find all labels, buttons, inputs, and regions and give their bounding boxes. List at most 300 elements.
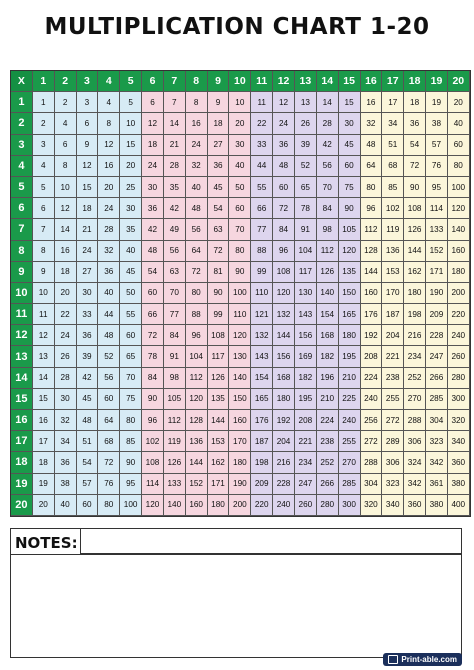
product-cell: 39 — [295, 135, 317, 156]
product-cell: 60 — [448, 135, 470, 156]
row-header: 13 — [11, 346, 33, 367]
row-header: 15 — [11, 389, 33, 410]
product-cell: 120 — [229, 325, 251, 346]
product-cell: 22 — [251, 113, 273, 134]
product-cell: 136 — [382, 241, 404, 262]
product-cell: 360 — [448, 452, 470, 473]
product-cell: 128 — [361, 241, 383, 262]
product-cell: 17 — [33, 431, 55, 452]
product-cell: 34 — [55, 431, 77, 452]
product-cell: 144 — [361, 262, 383, 283]
product-cell: 4 — [33, 156, 55, 177]
product-cell: 24 — [142, 156, 164, 177]
product-cell: 112 — [164, 410, 186, 431]
product-cell: 16 — [33, 410, 55, 431]
row-header: 8 — [11, 241, 33, 262]
product-cell: 153 — [382, 262, 404, 283]
product-cell: 266 — [317, 474, 339, 495]
product-cell: 72 — [404, 156, 426, 177]
row-header: 3 — [11, 135, 33, 156]
product-cell: 152 — [426, 241, 448, 262]
product-cell: 70 — [317, 177, 339, 198]
product-cell: 13 — [295, 92, 317, 113]
product-cell: 180 — [448, 262, 470, 283]
product-cell: 195 — [295, 389, 317, 410]
page-title: MULTIPLICATION CHART 1-20 — [44, 14, 430, 40]
product-cell: 14 — [164, 113, 186, 134]
product-cell: 28 — [98, 219, 120, 240]
product-cell: 195 — [339, 346, 361, 367]
product-cell: 247 — [426, 346, 448, 367]
product-cell: 117 — [295, 262, 317, 283]
product-cell: 320 — [361, 495, 383, 516]
product-cell: 160 — [186, 495, 208, 516]
product-cell: 204 — [273, 431, 295, 452]
product-cell: 80 — [448, 156, 470, 177]
product-cell: 135 — [339, 262, 361, 283]
product-cell: 48 — [186, 198, 208, 219]
product-cell: 9 — [33, 262, 55, 283]
product-cell: 154 — [251, 368, 273, 389]
product-cell: 98 — [164, 368, 186, 389]
column-header: 18 — [404, 71, 426, 92]
product-cell: 54 — [404, 135, 426, 156]
product-cell: 320 — [448, 410, 470, 431]
product-cell: 50 — [229, 177, 251, 198]
product-cell: 36 — [142, 198, 164, 219]
product-cell: 57 — [77, 474, 99, 495]
product-cell: 70 — [229, 219, 251, 240]
product-cell: 45 — [77, 389, 99, 410]
product-cell: 49 — [164, 219, 186, 240]
product-cell: 63 — [208, 219, 230, 240]
product-cell: 150 — [229, 389, 251, 410]
product-cell: 120 — [339, 241, 361, 262]
product-cell: 234 — [404, 346, 426, 367]
product-cell: 119 — [164, 431, 186, 452]
product-cell: 38 — [55, 474, 77, 495]
product-cell: 272 — [382, 410, 404, 431]
row-header: 4 — [11, 156, 33, 177]
product-cell: 126 — [404, 219, 426, 240]
product-cell: 72 — [142, 325, 164, 346]
product-cell: 42 — [77, 368, 99, 389]
product-cell: 210 — [339, 368, 361, 389]
product-cell: 105 — [339, 219, 361, 240]
product-cell: 104 — [186, 346, 208, 367]
product-cell: 40 — [55, 495, 77, 516]
product-cell: 156 — [295, 325, 317, 346]
product-cell: 255 — [339, 431, 361, 452]
product-cell: 84 — [142, 368, 164, 389]
product-cell: 180 — [229, 452, 251, 473]
product-cell: 180 — [273, 389, 295, 410]
product-cell: 187 — [382, 304, 404, 325]
product-cell: 126 — [208, 368, 230, 389]
product-cell: 12 — [55, 198, 77, 219]
product-cell: 133 — [164, 474, 186, 495]
product-cell: 36 — [208, 156, 230, 177]
printer-icon — [388, 655, 398, 664]
product-cell: 90 — [339, 198, 361, 219]
product-cell: 152 — [186, 474, 208, 495]
product-cell: 196 — [317, 368, 339, 389]
product-cell: 108 — [142, 452, 164, 473]
corner-cell: X — [11, 71, 33, 92]
product-cell: 30 — [339, 113, 361, 134]
product-cell: 11 — [33, 304, 55, 325]
product-cell: 51 — [382, 135, 404, 156]
product-cell: 96 — [361, 198, 383, 219]
product-cell: 228 — [426, 325, 448, 346]
row-header: 11 — [11, 304, 33, 325]
product-cell: 45 — [339, 135, 361, 156]
product-cell: 78 — [142, 346, 164, 367]
row-header: 17 — [11, 431, 33, 452]
product-cell: 300 — [448, 389, 470, 410]
product-cell: 323 — [426, 431, 448, 452]
product-cell: 114 — [142, 474, 164, 495]
product-cell: 70 — [120, 368, 142, 389]
product-cell: 200 — [229, 495, 251, 516]
product-cell: 8 — [186, 92, 208, 113]
product-cell: 209 — [251, 474, 273, 495]
product-cell: 95 — [426, 177, 448, 198]
column-header: 8 — [186, 71, 208, 92]
product-cell: 44 — [251, 156, 273, 177]
product-cell: 76 — [426, 156, 448, 177]
product-cell: 300 — [339, 495, 361, 516]
product-cell: 70 — [164, 283, 186, 304]
product-cell: 42 — [317, 135, 339, 156]
product-cell: 360 — [404, 495, 426, 516]
product-cell: 160 — [229, 410, 251, 431]
product-cell: 285 — [426, 389, 448, 410]
product-cell: 162 — [208, 452, 230, 473]
row-header: 18 — [11, 452, 33, 473]
notes-header-field[interactable] — [80, 528, 462, 554]
product-cell: 255 — [382, 389, 404, 410]
product-cell: 52 — [98, 346, 120, 367]
product-cell: 121 — [251, 304, 273, 325]
product-cell: 18 — [208, 113, 230, 134]
product-cell: 361 — [426, 474, 448, 495]
product-cell: 288 — [361, 452, 383, 473]
product-cell: 171 — [426, 262, 448, 283]
product-cell: 130 — [229, 346, 251, 367]
product-cell: 108 — [404, 198, 426, 219]
product-cell: 12 — [273, 92, 295, 113]
product-cell: 36 — [77, 325, 99, 346]
product-cell: 266 — [426, 368, 448, 389]
product-cell: 81 — [208, 262, 230, 283]
product-cell: 55 — [120, 304, 142, 325]
column-header: 19 — [426, 71, 448, 92]
product-cell: 24 — [98, 198, 120, 219]
product-cell: 4 — [55, 113, 77, 134]
product-cell: 90 — [120, 452, 142, 473]
column-header: 10 — [229, 71, 251, 92]
row-header: 1 — [11, 92, 33, 113]
product-cell: 77 — [251, 219, 273, 240]
product-cell: 20 — [98, 177, 120, 198]
product-cell: 117 — [208, 346, 230, 367]
product-cell: 170 — [382, 283, 404, 304]
product-cell: 22 — [55, 304, 77, 325]
product-cell: 90 — [208, 283, 230, 304]
product-cell: 156 — [273, 346, 295, 367]
product-cell: 72 — [98, 452, 120, 473]
product-cell: 90 — [142, 389, 164, 410]
product-cell: 25 — [120, 177, 142, 198]
column-header: 17 — [382, 71, 404, 92]
product-cell: 50 — [120, 283, 142, 304]
product-cell: 68 — [382, 156, 404, 177]
product-cell: 208 — [295, 410, 317, 431]
product-cell: 15 — [33, 389, 55, 410]
product-cell: 84 — [164, 325, 186, 346]
product-cell: 238 — [382, 368, 404, 389]
multiplication-grid — [10, 70, 471, 517]
product-cell: 143 — [295, 304, 317, 325]
product-cell: 182 — [317, 346, 339, 367]
product-cell: 252 — [404, 368, 426, 389]
product-cell: 72 — [208, 241, 230, 262]
column-header: 14 — [317, 71, 339, 92]
product-cell: 26 — [55, 346, 77, 367]
product-cell: 119 — [382, 219, 404, 240]
product-cell: 3 — [33, 135, 55, 156]
product-cell: 21 — [164, 135, 186, 156]
product-cell: 240 — [273, 495, 295, 516]
product-cell: 120 — [142, 495, 164, 516]
product-cell: 224 — [317, 410, 339, 431]
product-cell: 56 — [164, 241, 186, 262]
product-cell: 14 — [55, 219, 77, 240]
product-cell: 144 — [208, 410, 230, 431]
product-cell: 270 — [339, 452, 361, 473]
product-cell: 56 — [317, 156, 339, 177]
product-cell: 28 — [317, 113, 339, 134]
product-cell: 340 — [382, 495, 404, 516]
product-cell: 44 — [98, 304, 120, 325]
product-cell: 65 — [120, 346, 142, 367]
product-cell: 26 — [295, 113, 317, 134]
product-cell: 95 — [120, 474, 142, 495]
product-cell: 272 — [361, 431, 383, 452]
column-header: 3 — [77, 71, 99, 92]
product-cell: 80 — [229, 241, 251, 262]
row-header: 2 — [11, 113, 33, 134]
product-cell: 14 — [317, 92, 339, 113]
product-cell: 162 — [404, 262, 426, 283]
product-cell: 7 — [164, 92, 186, 113]
product-cell: 30 — [55, 389, 77, 410]
product-cell: 57 — [426, 135, 448, 156]
column-header: 1 — [33, 71, 55, 92]
column-header: 20 — [448, 71, 470, 92]
product-cell: 2 — [33, 113, 55, 134]
product-cell: 144 — [273, 325, 295, 346]
product-cell: 180 — [339, 325, 361, 346]
product-cell: 40 — [448, 113, 470, 134]
product-cell: 1 — [33, 92, 55, 113]
product-cell: 100 — [448, 177, 470, 198]
product-cell: 112 — [317, 241, 339, 262]
product-cell: 171 — [208, 474, 230, 495]
product-cell: 32 — [55, 410, 77, 431]
product-cell: 91 — [295, 219, 317, 240]
product-cell: 6 — [33, 198, 55, 219]
product-cell: 15 — [77, 177, 99, 198]
product-cell: 289 — [382, 431, 404, 452]
product-cell: 120 — [186, 389, 208, 410]
product-cell: 34 — [382, 113, 404, 134]
product-cell: 96 — [142, 410, 164, 431]
product-cell: 198 — [251, 452, 273, 473]
product-cell: 9 — [208, 92, 230, 113]
product-cell: 210 — [317, 389, 339, 410]
product-cell: 54 — [208, 198, 230, 219]
product-cell: 33 — [77, 304, 99, 325]
column-header: 13 — [295, 71, 317, 92]
product-cell: 144 — [404, 241, 426, 262]
product-cell: 136 — [186, 431, 208, 452]
product-cell: 12 — [77, 156, 99, 177]
product-cell: 65 — [295, 177, 317, 198]
product-cell: 28 — [55, 368, 77, 389]
product-cell: 40 — [229, 156, 251, 177]
row-header: 19 — [11, 474, 33, 495]
product-cell: 99 — [208, 304, 230, 325]
column-header: 11 — [251, 71, 273, 92]
product-cell: 64 — [361, 156, 383, 177]
product-cell: 84 — [317, 198, 339, 219]
product-cell: 209 — [426, 304, 448, 325]
product-cell: 216 — [404, 325, 426, 346]
product-cell: 165 — [339, 304, 361, 325]
product-cell: 88 — [186, 304, 208, 325]
product-cell: 176 — [251, 410, 273, 431]
product-cell: 340 — [448, 431, 470, 452]
product-cell: 342 — [404, 474, 426, 495]
notes-area[interactable] — [10, 554, 462, 658]
product-cell: 220 — [251, 495, 273, 516]
product-cell: 32 — [98, 241, 120, 262]
product-cell: 16 — [98, 156, 120, 177]
product-cell: 91 — [164, 346, 186, 367]
product-cell: 66 — [251, 198, 273, 219]
product-cell: 42 — [164, 198, 186, 219]
row-header: 20 — [11, 495, 33, 516]
product-cell: 4 — [98, 92, 120, 113]
product-cell: 77 — [164, 304, 186, 325]
product-cell: 76 — [98, 474, 120, 495]
product-cell: 304 — [426, 410, 448, 431]
product-cell: 60 — [142, 283, 164, 304]
product-cell: 72 — [186, 262, 208, 283]
product-cell: 40 — [98, 283, 120, 304]
product-cell: 153 — [208, 431, 230, 452]
product-cell: 13 — [33, 346, 55, 367]
product-cell: 200 — [448, 283, 470, 304]
product-cell: 120 — [448, 198, 470, 219]
product-cell: 32 — [361, 113, 383, 134]
product-cell: 21 — [77, 219, 99, 240]
column-header: 7 — [164, 71, 186, 92]
product-cell: 132 — [251, 325, 273, 346]
product-cell: 20 — [33, 495, 55, 516]
product-cell: 64 — [98, 410, 120, 431]
product-cell: 36 — [404, 113, 426, 134]
product-cell: 15 — [120, 135, 142, 156]
product-cell: 18 — [142, 135, 164, 156]
product-cell: 150 — [339, 283, 361, 304]
product-cell: 40 — [186, 177, 208, 198]
product-cell: 30 — [229, 135, 251, 156]
product-cell: 8 — [55, 156, 77, 177]
product-cell: 28 — [164, 156, 186, 177]
product-cell: 54 — [142, 262, 164, 283]
product-cell: 270 — [404, 389, 426, 410]
product-cell: 33 — [251, 135, 273, 156]
product-cell: 32 — [186, 156, 208, 177]
product-cell: 16 — [186, 113, 208, 134]
product-cell: 15 — [339, 92, 361, 113]
product-cell: 323 — [382, 474, 404, 495]
product-cell: 16 — [361, 92, 383, 113]
product-cell: 6 — [55, 135, 77, 156]
product-cell: 154 — [317, 304, 339, 325]
column-header: 4 — [98, 71, 120, 92]
product-cell: 140 — [164, 495, 186, 516]
product-cell: 252 — [317, 452, 339, 473]
product-cell: 20 — [120, 156, 142, 177]
product-cell: 75 — [120, 389, 142, 410]
product-cell: 56 — [186, 219, 208, 240]
column-header: 2 — [55, 71, 77, 92]
product-cell: 160 — [448, 241, 470, 262]
product-cell: 160 — [361, 283, 383, 304]
product-cell: 190 — [426, 283, 448, 304]
product-cell: 260 — [295, 495, 317, 516]
product-cell: 216 — [273, 452, 295, 473]
product-cell: 48 — [361, 135, 383, 156]
product-cell: 108 — [208, 325, 230, 346]
product-cell: 342 — [426, 452, 448, 473]
product-cell: 143 — [251, 346, 273, 367]
product-cell: 39 — [77, 346, 99, 367]
product-cell: 80 — [186, 283, 208, 304]
product-cell: 180 — [404, 283, 426, 304]
product-cell: 60 — [120, 325, 142, 346]
product-cell: 38 — [426, 113, 448, 134]
product-cell: 40 — [120, 241, 142, 262]
product-cell: 240 — [448, 325, 470, 346]
product-cell: 24 — [55, 325, 77, 346]
product-cell: 64 — [186, 241, 208, 262]
product-cell: 180 — [208, 495, 230, 516]
product-cell: 54 — [77, 452, 99, 473]
product-cell: 168 — [317, 325, 339, 346]
product-cell: 20 — [229, 113, 251, 134]
product-cell: 240 — [339, 410, 361, 431]
column-header: 15 — [339, 71, 361, 92]
product-cell: 96 — [273, 241, 295, 262]
product-cell: 228 — [273, 474, 295, 495]
product-cell: 60 — [77, 495, 99, 516]
product-cell: 18 — [404, 92, 426, 113]
